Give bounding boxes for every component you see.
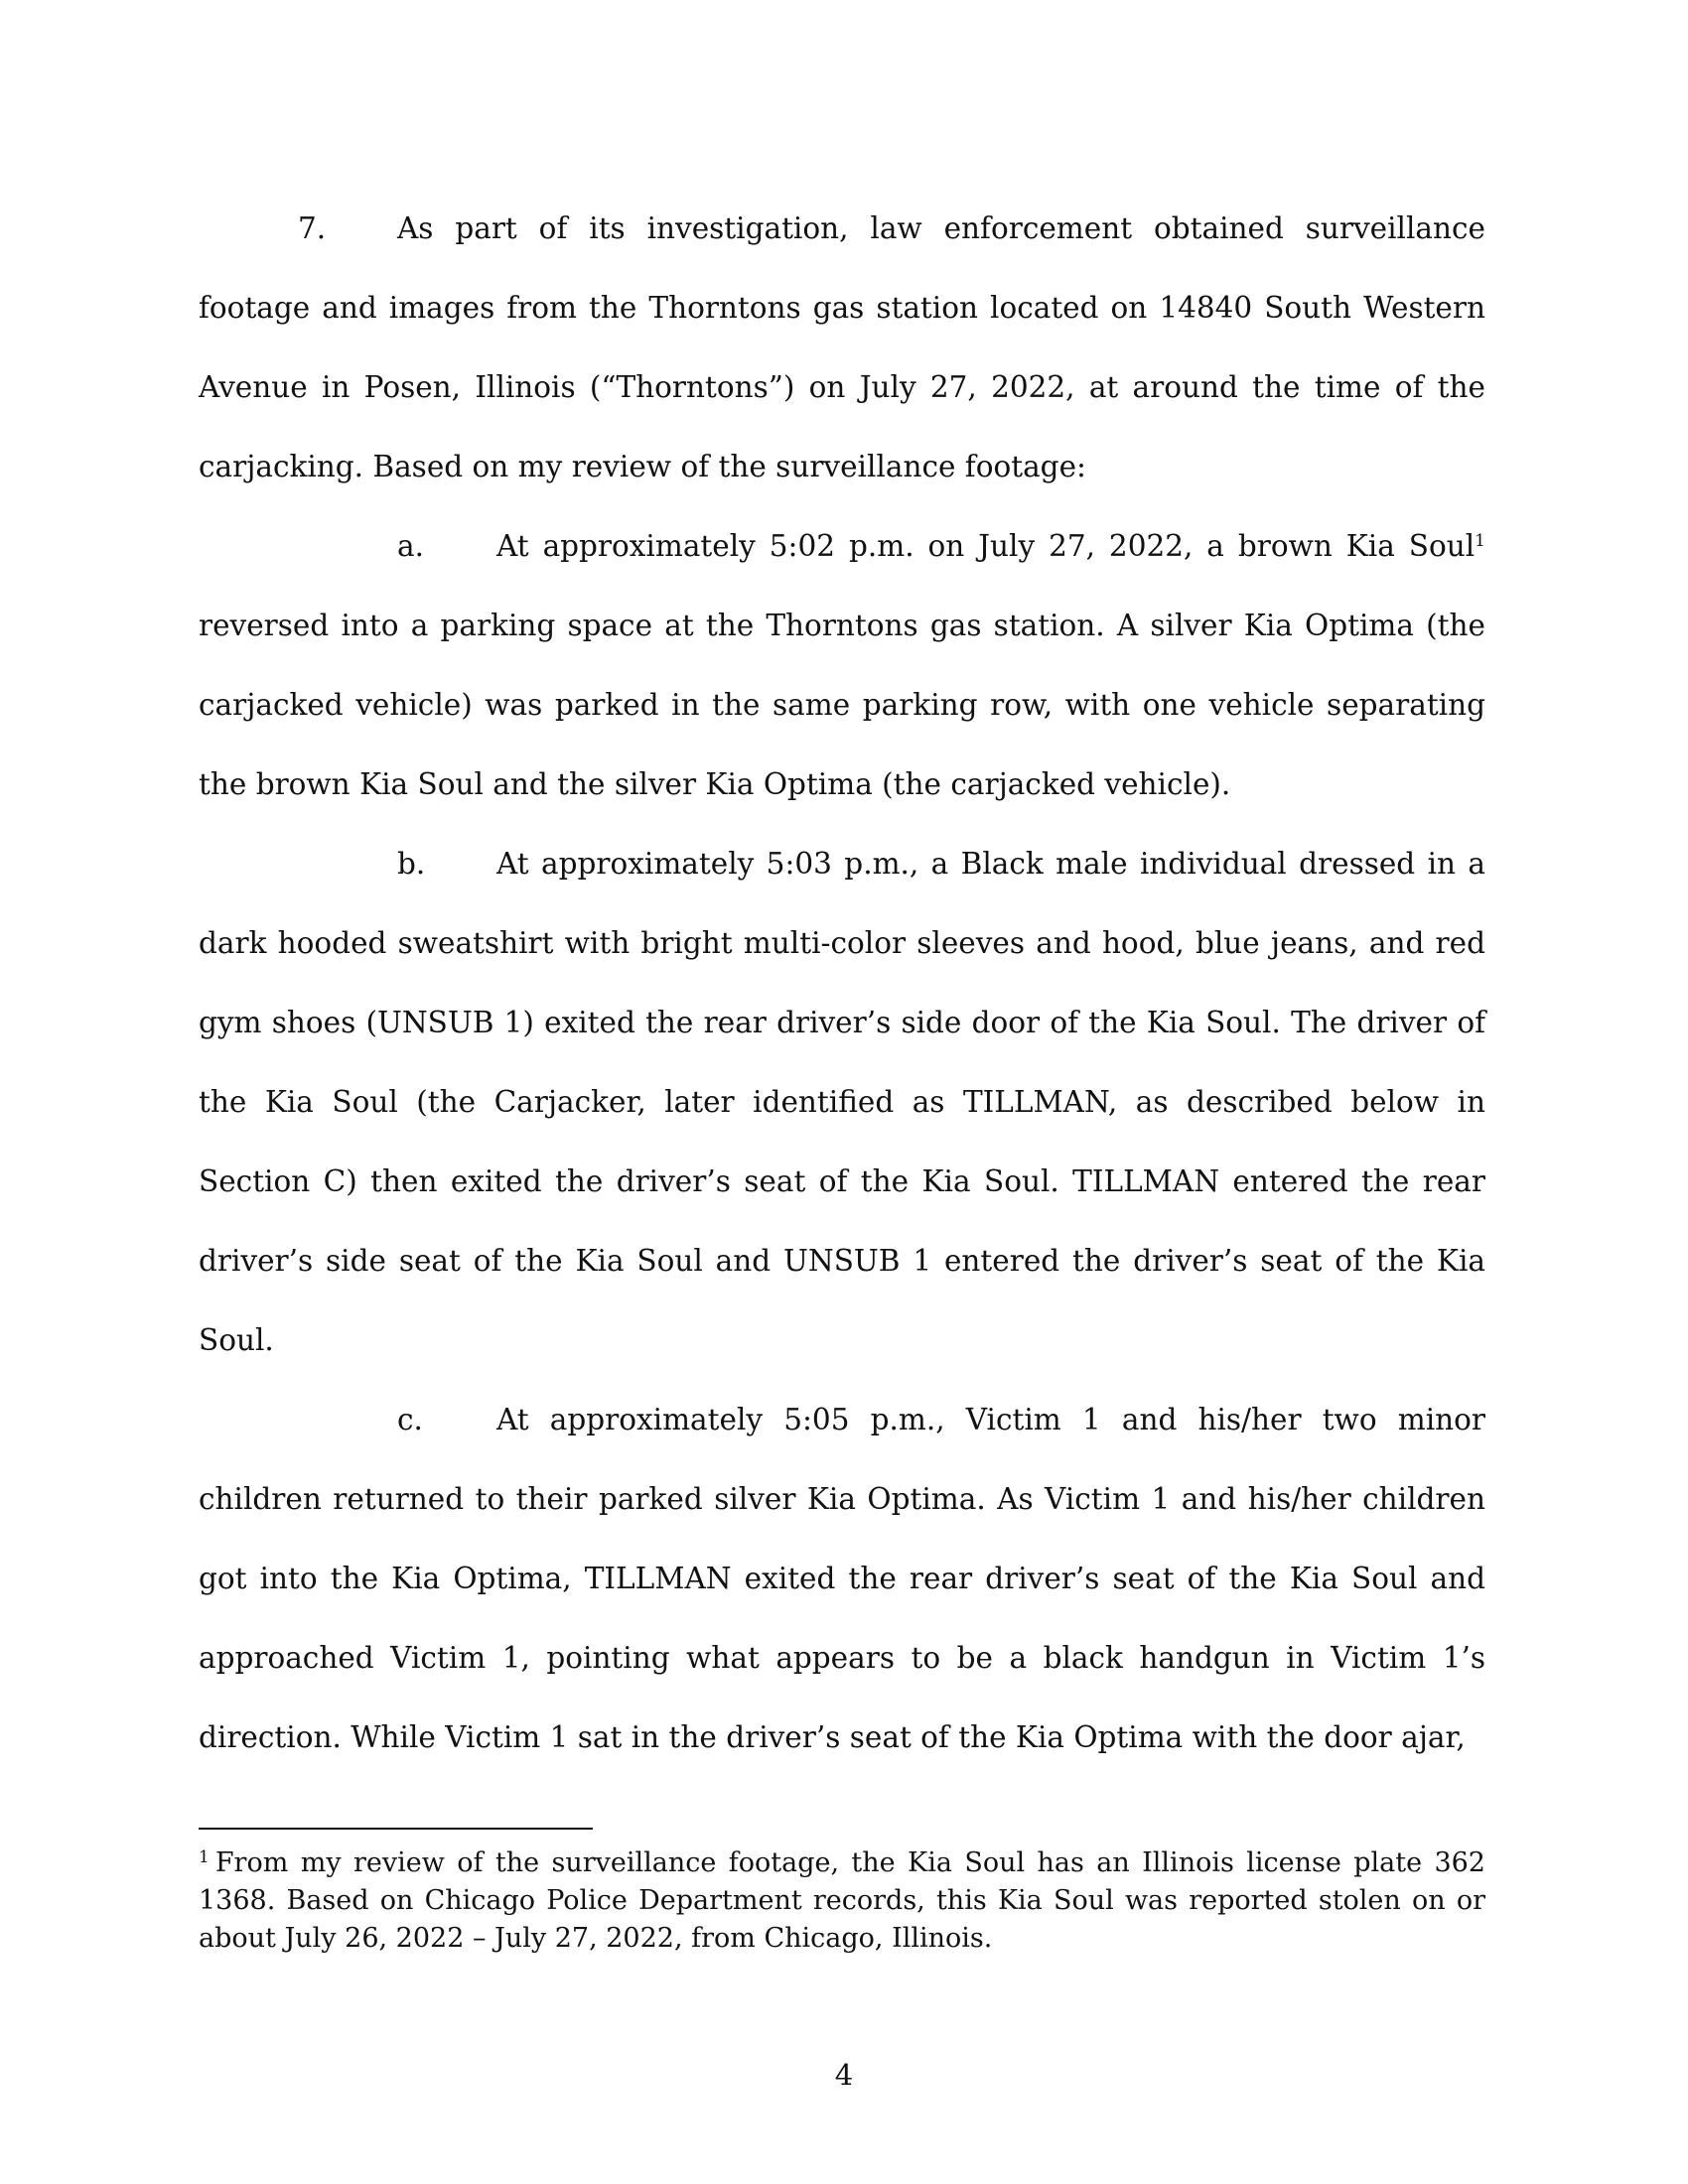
footnote-divider <box>199 1828 593 1830</box>
paragraph-text: As part of its investigation, law enforcement obtained surveillance footage and images from the Thorntons gas station located on 14840 South Western Avenue in Posen, Illinois (“Thorntons”) on July 27, 2022, at around the time of the carjacking. Based on my review of the surveillance footage: <box>199 211 1485 483</box>
subparagraph-c <box>199 1380 1485 1777</box>
subparagraph-b <box>199 824 1485 1380</box>
paragraph-7 <box>199 189 1485 506</box>
paragraph-marker: 7. <box>298 211 327 245</box>
footnote <box>199 1844 1485 1958</box>
footnote-reference[interactable]: 1 <box>1475 531 1485 551</box>
body-text <box>199 189 1485 1777</box>
subparagraph-marker: b. <box>397 847 426 881</box>
subparagraph-text: At approximately 5:03 p.m., a Black male individual dressed in a dark hooded sweatshirt with bright multi-color sleeves and hood, blue jeans, and red gym shoes (UNSUB 1) exited the rear driver’s side door of the Kia Soul. The driver of the Kia Soul (the Carjacker, later identified as TILLMAN, as described below in Section C) then exited the driver’s seat of the Kia Soul. TILLMAN entered the rear driver’s side seat of the Kia Soul and UNSUB 1 entered the driver’s seat of the Kia Soul. <box>199 847 1485 1357</box>
subparagraph-text: At approximately 5:02 p.m. on July 27, 2022, a brown Kia Soul <box>496 529 1476 563</box>
page-number: 4 <box>834 2058 854 2092</box>
subparagraph-text-continued: reversed into a parking space at the Thorntons gas station. A silver Kia Optima (the carjacked vehicle) was parked in the same parking row, with one vehicle separating the brown Kia Soul and the silver Kia Optima (the carjacked vehicle). <box>199 609 1485 801</box>
subparagraph-marker: c. <box>397 1403 423 1436</box>
footnote-number: 1 <box>199 1847 210 1867</box>
footnote-text: From my review of the surveillance footage, the Kia Soul has an Illinois license plate 362 1368. Based on Chicago Police Department records, this Kia Soul was reported stolen on or about July 26, 2022 – July 27, 2022, from Chicago, Illinois. <box>199 1847 1485 1954</box>
subparagraph-marker: a. <box>397 529 424 563</box>
subparagraph-a <box>199 506 1485 824</box>
subparagraph-text: At approximately 5:05 p.m., Victim 1 and his/her two minor children returned to their parked silver Kia Optima. As Victim 1 and his/her children got into the Kia Optima, TILLMAN exited the rear driver’s seat of the Kia Soul and approached Victim 1, pointing what appears to be a black handgun in Victim 1’s direction. While Victim 1 sat in the driver’s seat of the Kia Optima with the door ajar, <box>199 1403 1485 1754</box>
